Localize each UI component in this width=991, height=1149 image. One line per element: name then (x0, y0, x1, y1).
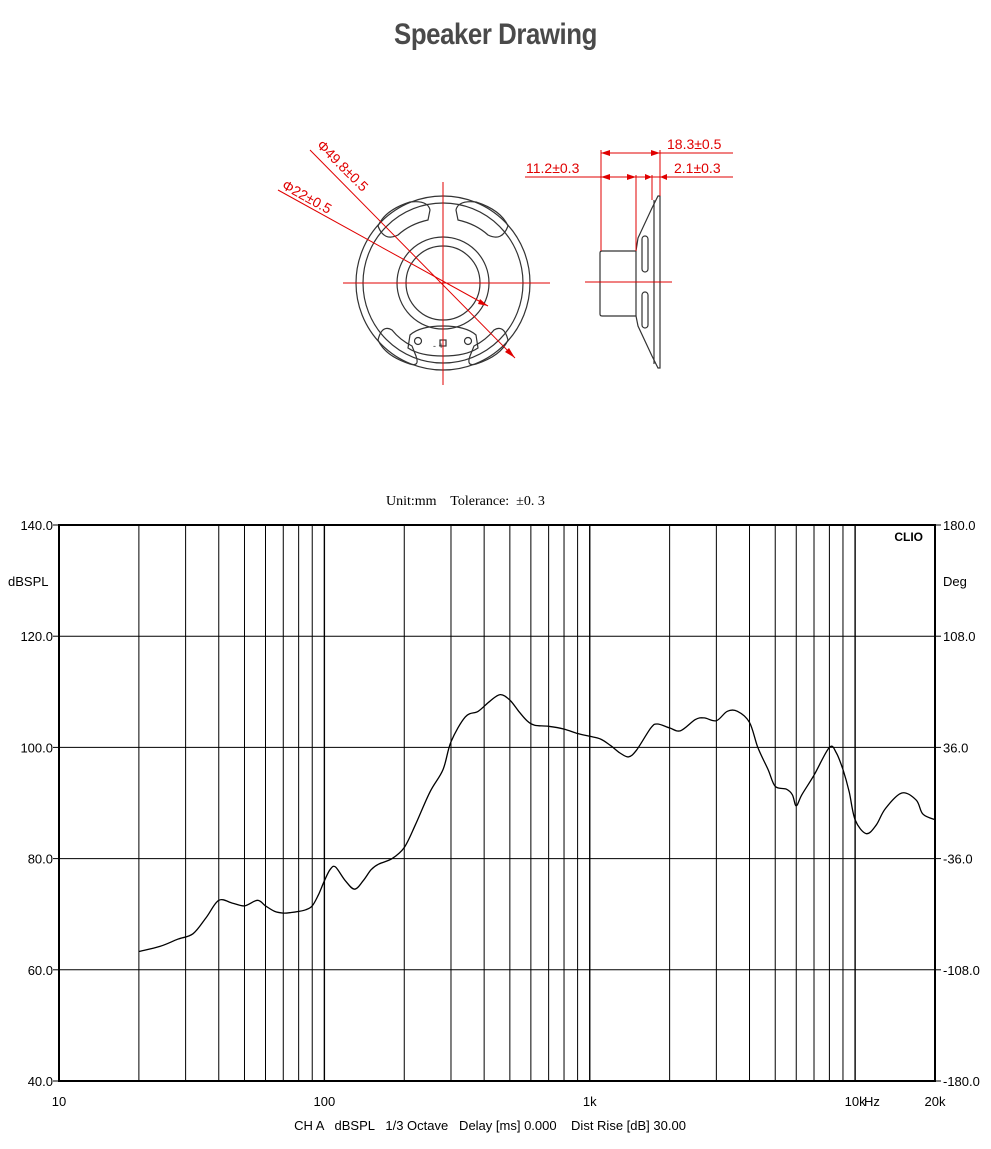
plot-frame (59, 525, 935, 1081)
y-tick-label: 60.0 (27, 962, 53, 978)
unit-tolerance-note: Unit:mm Tolerance: ±0. 3 (386, 494, 545, 509)
brand-label: CLIO (894, 530, 923, 544)
page-title: Speaker Drawing (394, 18, 597, 51)
series-line-dbspl (139, 695, 935, 952)
y-tick-label: 100.0 (20, 740, 53, 756)
y-right-tick-label: -180.0 (943, 1074, 980, 1089)
y-axis-left (20, 518, 59, 1089)
y-axis-label-right: Deg (943, 574, 967, 589)
x-axis-label: Hz (864, 1094, 880, 1109)
y-tick-label: 80.0 (27, 851, 53, 867)
y-right-tick-label: -108.0 (943, 962, 980, 978)
y-right-tick-label: 108.0 (943, 629, 976, 645)
y-right-tick-label: -36.0 (943, 851, 973, 867)
x-tick-label: 10k (844, 1094, 866, 1109)
magnet-diameter-label: Φ22±0.5 (279, 176, 335, 217)
grid-minor (139, 525, 855, 1081)
magnet-depth-label: 11.2±0.3 (526, 160, 580, 176)
y-axis-label-left: dBSPL (8, 574, 49, 589)
y-right-tick-label: 180.0 (943, 518, 976, 533)
x-tick-label: 100 (313, 1094, 336, 1109)
y-tick-label: 40.0 (27, 1074, 53, 1089)
y-tick-label: 140.0 (20, 518, 53, 533)
total-depth-label: 18.3±0.5 (667, 136, 722, 152)
y-tick-label: 120.0 (20, 629, 53, 645)
x-tick-label: 20k (924, 1094, 946, 1109)
x-axis (52, 1094, 946, 1109)
grid-major (59, 636, 935, 970)
y-axis-right (935, 518, 980, 1089)
outer-diameter-label: Φ49.8±0.5 (313, 136, 372, 195)
x-tick-label: 1k (582, 1094, 597, 1109)
chart-footer: CH A dBSPL 1/3 Octave Delay [ms] 0.000 Dist Rise [dB] 30.00 (294, 1118, 686, 1133)
terminal-marks: - + (433, 341, 444, 351)
x-tick-label: 10 (51, 1094, 67, 1109)
series-layer (139, 695, 935, 952)
y-right-tick-label: 36.0 (943, 740, 969, 756)
rim-thickness-label: 2.1±0.3 (674, 160, 721, 176)
